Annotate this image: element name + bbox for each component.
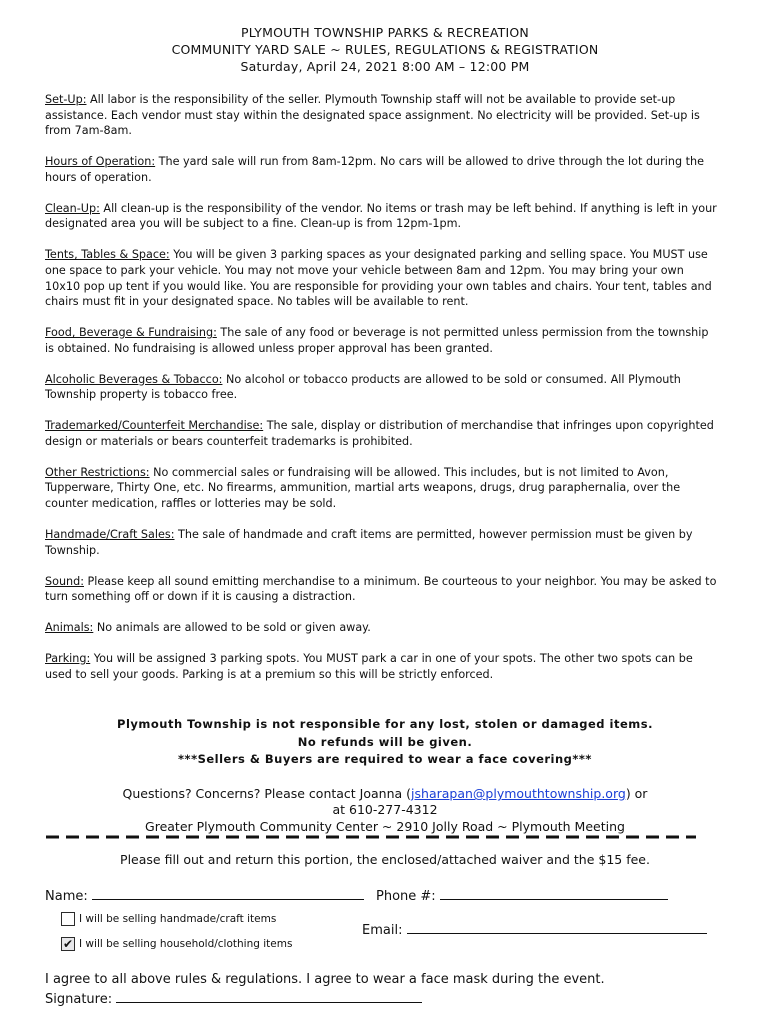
header-title: PLYMOUTH TOWNSHIP PARKS & RECREATION <box>241 25 529 40</box>
checkbox-row-household <box>61 937 292 951</box>
notice-refunds: No refunds will be given. <box>297 735 473 749</box>
email-row <box>362 920 707 938</box>
rule-handmade <box>45 527 720 558</box>
cut-line-divider <box>46 830 696 844</box>
contact-location: Greater Plymouth Community Center ~ 2910 Jolly Road ~ Plymouth Meeting <box>145 819 625 834</box>
name-label: Name: <box>45 889 88 904</box>
phone-field[interactable] <box>440 886 668 900</box>
checkbox-row-handmade <box>61 912 276 926</box>
rule-text: You will be assigned 3 parking spots. You MUST park a car in one of your spots. The other two spots can be used to sell your goods. Parking is at a premium so this will be strictly enforced. <box>45 652 693 681</box>
check-mark-icon: ✔ <box>62 937 74 951</box>
rules-list <box>45 92 720 698</box>
notice-liability: Plymouth Township is not responsible for any lost, stolen or damaged items. <box>117 717 653 731</box>
rule-text: The sale of any food or beverage is not permitted unless permission from the township is obtained. No fundraising is allowed unless proper approval has been granted. <box>45 326 709 355</box>
rule-text: No animals are allowed to be sold or given away. <box>93 621 371 635</box>
rule-text: The sale of handmade and craft items are permitted, however permission must be given by Township. <box>45 528 693 557</box>
rule-hours <box>45 154 720 185</box>
rule-alcohol <box>45 372 720 403</box>
rule-text: No commercial sales or fundraising will be allowed. This includes, but is not limited to Avon, Tupperware, Thirty One, etc. No firearms, ammunition, martial arts weapons, drugs, drug paraphernalia, over the counter medication, raffles or lotteries may be sold. <box>45 465 681 511</box>
name-row <box>45 886 364 904</box>
phone-row <box>376 886 668 904</box>
rule-text: The sale, display or distribution of merchandise that infringes upon copyrighted design or materials or bears counterfeit trademarks is prohibited. <box>45 419 714 448</box>
rule-heading: Alcoholic Beverages & Tobacco: <box>45 372 223 386</box>
rule-text: All labor is the responsibility of the seller. Plymouth Township staff will not be available to provide set-up assistance. Each vendor must stay within the designated space assignment. No electricity will be provided. Set-up is from 7am-8am. <box>45 93 700 138</box>
household-checkbox-label: I will be selling household/clothing items <box>79 938 293 950</box>
rule-tents <box>45 247 720 309</box>
rule-text: No alcohol or tobacco products are allowed to be sold or consumed. All Plymouth Township property is tobacco free. <box>45 372 681 402</box>
rule-parking <box>45 651 720 682</box>
signature-label: Signature: <box>45 992 113 1007</box>
household-checkbox[interactable] <box>61 937 75 951</box>
signature-field[interactable] <box>116 989 422 1003</box>
rule-food <box>45 325 720 356</box>
rule-text: All clean-up is the responsibility of the vendor. No items or trash may be left behind. If anything is left in your designated area you will be subject to a fine. Clean-up is from 12pm-1pm. <box>45 201 717 231</box>
rule-heading: Set-Up: <box>45 93 87 106</box>
rule-text: You will be given 3 parking spaces as your designated parking and selling space. You MUST use one space to park your vehicle. You may not move your vehicle between 8am and 12pm. You may bring your own 10x10 pop up tent if you would like. You are responsible for providing your own tables and chairs. Your tent, tables and chairs must fit in your designated space. No tables will be available to rent. <box>45 248 712 309</box>
agreement-statement: I agree to all above rules & regulations. I agree to wear a face mask during the event. <box>45 972 605 987</box>
email-field[interactable] <box>407 920 707 934</box>
contact-email-link[interactable]: jsharapan@plymouthtownship.org <box>411 786 626 801</box>
rule-heading: Tents, Tables & Space: <box>45 248 170 262</box>
rule-cleanup <box>45 201 720 232</box>
phone-label: Phone #: <box>376 889 436 904</box>
rule-heading: Hours of Operation: <box>45 155 156 169</box>
signature-row <box>45 989 422 1007</box>
rule-heading: Food, Beverage & Fundraising: <box>45 326 217 340</box>
header-subtitle: COMMUNITY YARD SALE ~ RULES, REGULATIONS & REGISTRATION <box>171 42 599 57</box>
header-date: Saturday, April 24, 2021 8:00 AM – 12:00 PM <box>240 59 530 74</box>
rule-sound <box>45 574 720 605</box>
rule-animals <box>45 620 720 636</box>
contact-prefix: Questions? Concerns? Please contact Joanna ( <box>122 786 412 801</box>
rule-heading: Clean-Up: <box>45 201 100 215</box>
rule-setup <box>45 92 720 139</box>
rule-text: Please keep all sound emitting merchandise to a minimum. Be courteous to your neighbor. You may be asked to turn something off or down if it is causing a distraction. <box>45 574 717 604</box>
handmade-checkbox[interactable] <box>61 912 75 926</box>
rule-heading: Trademarked/Counterfeit Merchandise: <box>45 419 264 433</box>
contact-phone: at 610-277-4312 <box>332 802 438 817</box>
rule-heading: Sound: <box>45 574 84 588</box>
rule-restrictions <box>45 465 720 512</box>
contact-suffix: ) or <box>625 786 648 801</box>
handmade-checkbox-label: I will be selling handmade/craft items <box>79 913 277 925</box>
rule-heading: Handmade/Craft Sales: <box>45 528 175 541</box>
contact-line <box>0 786 770 801</box>
rule-heading: Animals: <box>45 621 94 635</box>
email-label: Email: <box>362 923 403 938</box>
rule-trademark <box>45 418 720 449</box>
form-instruction: Please fill out and return this portion, the enclosed/attached waiver and the $15 fee. <box>120 852 650 867</box>
rule-text: The yard sale will run from 8am-12pm. No cars will be allowed to drive through the lot during the hours of operation. <box>45 155 704 184</box>
notice-face-covering: ***Sellers & Buyers are required to wear a face covering*** <box>178 752 592 766</box>
name-field[interactable] <box>92 886 364 900</box>
rule-heading: Parking: <box>45 652 91 666</box>
rule-heading: Other Restrictions: <box>45 465 150 479</box>
